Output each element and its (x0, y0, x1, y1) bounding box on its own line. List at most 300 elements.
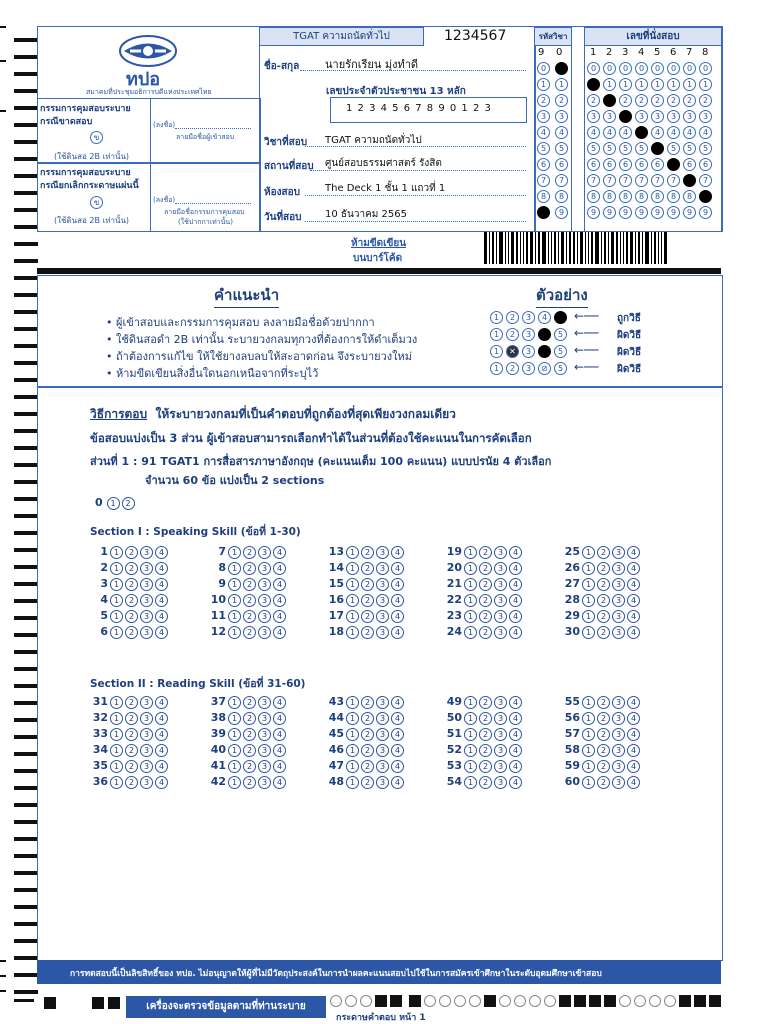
answer-choice-3[interactable]: 3 (612, 594, 625, 607)
answer-choice-2[interactable]: 2 (597, 610, 610, 623)
absent-bubble[interactable]: ข (90, 131, 103, 144)
answer-choice-1[interactable]: 1 (582, 610, 595, 623)
seat-bubble[interactable]: 3 (683, 110, 696, 123)
answer-choice-4[interactable]: 4 (509, 610, 522, 623)
seat-bubble[interactable]: 4 (619, 126, 632, 139)
answer-choice-3[interactable]: 3 (376, 562, 389, 575)
answer-choice-1[interactable]: 1 (228, 712, 241, 725)
seat-bubble[interactable]: 4 (699, 126, 712, 139)
answer-choice-2[interactable]: 2 (243, 562, 256, 575)
answer-choice-2[interactable]: 2 (361, 728, 374, 741)
answer-choice-3[interactable]: 3 (612, 610, 625, 623)
answer-choice-3[interactable]: 3 (494, 594, 507, 607)
seat-bubble[interactable]: 3 (603, 110, 616, 123)
answer-choice-3[interactable]: 3 (494, 760, 507, 773)
answer-choice-3[interactable]: 3 (376, 744, 389, 757)
seat-bubble[interactable]: 3 (651, 110, 664, 123)
answer-choice-4[interactable]: 4 (273, 744, 286, 757)
answer-choice-3[interactable]: 3 (258, 578, 271, 591)
answer-choice-3[interactable]: 3 (376, 696, 389, 709)
answer-choice-2[interactable]: 2 (243, 728, 256, 741)
answer-choice-3[interactable]: 3 (140, 562, 153, 575)
answer-choice-2[interactable]: 2 (479, 610, 492, 623)
subject-code-bubble[interactable]: 1 (537, 78, 550, 91)
answer-choice-2[interactable]: 2 (361, 712, 374, 725)
subject-code-bubble[interactable]: 8 (537, 190, 550, 203)
answer-choice-4[interactable]: 4 (391, 696, 404, 709)
answer-choice-2[interactable]: 2 (597, 546, 610, 559)
answer-choice-3[interactable]: 3 (376, 712, 389, 725)
answer-choice-4[interactable]: 4 (627, 696, 640, 709)
subject-code-bubble[interactable]: 9 (555, 206, 568, 219)
seat-bubble[interactable]: 9 (635, 206, 648, 219)
answer-choice-2[interactable]: 2 (125, 760, 138, 773)
answer-choice-2[interactable]: 2 (243, 594, 256, 607)
answer-choice-3[interactable]: 3 (494, 728, 507, 741)
answer-choice-1[interactable]: 1 (464, 712, 477, 725)
subject-code-bubble[interactable]: 8 (555, 190, 568, 203)
answer-choice-4[interactable]: 4 (627, 760, 640, 773)
answer-choice-4[interactable]: 4 (509, 562, 522, 575)
answer-choice-1[interactable]: 1 (110, 562, 123, 575)
seat-bubble[interactable]: 1 (587, 78, 600, 91)
answer-choice-3[interactable]: 3 (140, 744, 153, 757)
answer-choice-3[interactable]: 3 (140, 760, 153, 773)
answer-choice-1[interactable]: 1 (228, 776, 241, 789)
answer-choice-4[interactable]: 4 (155, 610, 168, 623)
subject-code-bubble[interactable]: 0 (555, 62, 568, 75)
answer-choice-1[interactable]: 1 (464, 728, 477, 741)
answer-choice-1[interactable]: 1 (228, 578, 241, 591)
subject-code-bubble[interactable]: 9 (537, 206, 550, 219)
answer-choice-2[interactable]: 2 (597, 594, 610, 607)
answer-choice-3[interactable]: 3 (612, 776, 625, 789)
answer-choice-4[interactable]: 4 (391, 712, 404, 725)
answer-choice-4[interactable]: 4 (391, 626, 404, 639)
answer-choice-2[interactable]: 2 (479, 626, 492, 639)
seat-bubble[interactable]: 2 (635, 94, 648, 107)
answer-choice-4[interactable]: 4 (155, 696, 168, 709)
answer-choice-2[interactable]: 2 (361, 610, 374, 623)
answer-choice-1[interactable]: 1 (110, 712, 123, 725)
seat-bubble[interactable]: 8 (683, 190, 696, 203)
answer-choice-3[interactable]: 3 (376, 776, 389, 789)
seat-bubble[interactable]: 0 (667, 62, 680, 75)
answer-choice-2[interactable]: 2 (125, 546, 138, 559)
answer-choice-3[interactable]: 3 (376, 760, 389, 773)
answer-choice-2[interactable]: 2 (125, 744, 138, 757)
answer-choice-3[interactable]: 3 (612, 712, 625, 725)
subject-code-bubble[interactable]: 6 (537, 158, 550, 171)
answer-choice-3[interactable]: 3 (494, 744, 507, 757)
answer-choice-2[interactable]: 2 (243, 712, 256, 725)
seat-bubble[interactable]: 1 (603, 78, 616, 91)
seat-bubble[interactable]: 2 (619, 94, 632, 107)
answer-choice-2[interactable]: 2 (125, 696, 138, 709)
answer-choice-1[interactable]: 1 (582, 562, 595, 575)
answer-choice-3[interactable]: 3 (376, 594, 389, 607)
answer-choice-2[interactable]: 2 (597, 562, 610, 575)
answer-choice-4[interactable]: 4 (155, 578, 168, 591)
seat-bubble[interactable]: 6 (619, 158, 632, 171)
answer-choice-2[interactable]: 2 (125, 712, 138, 725)
subject-code-bubble[interactable]: 3 (537, 110, 550, 123)
seat-bubble[interactable]: 3 (635, 110, 648, 123)
answer-choice-4[interactable]: 4 (509, 546, 522, 559)
answer-choice-1[interactable]: 1 (464, 578, 477, 591)
seat-bubble[interactable]: 0 (619, 62, 632, 75)
seat-bubble[interactable]: 4 (635, 126, 648, 139)
answer-choice-4[interactable]: 4 (509, 760, 522, 773)
answer-choice-2[interactable]: 2 (597, 776, 610, 789)
seat-bubble[interactable]: 1 (651, 78, 664, 91)
seat-bubble[interactable]: 5 (635, 142, 648, 155)
answer-choice-2[interactable]: 2 (597, 712, 610, 725)
answer-choice-1[interactable]: 1 (110, 776, 123, 789)
answer-choice-1[interactable]: 1 (228, 546, 241, 559)
answer-choice-3[interactable]: 3 (376, 728, 389, 741)
answer-choice-3[interactable]: 3 (612, 626, 625, 639)
answer-choice-1[interactable]: 1 (464, 546, 477, 559)
answer-choice-4[interactable]: 4 (627, 626, 640, 639)
seat-bubble[interactable]: 5 (651, 142, 664, 155)
seat-bubble[interactable]: 4 (667, 126, 680, 139)
answer-choice-1[interactable]: 1 (346, 728, 359, 741)
seat-bubble[interactable]: 2 (699, 94, 712, 107)
answer-choice-1[interactable]: 1 (228, 728, 241, 741)
answer-choice-3[interactable]: 3 (140, 776, 153, 789)
answer-choice-3[interactable]: 3 (258, 696, 271, 709)
seat-bubble[interactable]: 6 (699, 158, 712, 171)
answer-choice-1[interactable]: 1 (228, 744, 241, 757)
answer-choice-2[interactable]: 2 (243, 696, 256, 709)
answer-choice-1[interactable]: 1 (228, 594, 241, 607)
seat-bubble[interactable]: 9 (619, 206, 632, 219)
answer-choice-1[interactable]: 1 (464, 776, 477, 789)
answer-choice-3[interactable]: 3 (612, 744, 625, 757)
answer-choice-1[interactable]: 1 (110, 696, 123, 709)
answer-choice-3[interactable]: 3 (258, 760, 271, 773)
seat-bubble[interactable]: 0 (587, 62, 600, 75)
seat-bubble[interactable]: 8 (699, 190, 712, 203)
answer-choice-1[interactable]: 1 (110, 610, 123, 623)
answer-choice-1[interactable]: 1 (228, 760, 241, 773)
answer-choice-2[interactable]: 2 (125, 776, 138, 789)
answer-choice-4[interactable]: 4 (627, 578, 640, 591)
answer-choice-3[interactable]: 3 (376, 578, 389, 591)
answer-choice-3[interactable]: 3 (612, 696, 625, 709)
seat-bubble[interactable]: 7 (603, 174, 616, 187)
answer-choice-4[interactable]: 4 (627, 712, 640, 725)
answer-choice-3[interactable]: 3 (140, 626, 153, 639)
seat-bubble[interactable]: 0 (635, 62, 648, 75)
answer-choice-3[interactable]: 3 (258, 728, 271, 741)
seat-bubble[interactable]: 2 (603, 94, 616, 107)
seat-bubble[interactable]: 5 (667, 142, 680, 155)
seat-bubble[interactable]: 7 (651, 174, 664, 187)
answer-choice-1[interactable]: 1 (110, 744, 123, 757)
answer-choice-4[interactable]: 4 (509, 728, 522, 741)
answer-choice-1[interactable]: 1 (228, 626, 241, 639)
answer-choice-2[interactable]: 2 (243, 546, 256, 559)
answer-choice-4[interactable]: 4 (509, 744, 522, 757)
answer-choice-4[interactable]: 4 (509, 578, 522, 591)
answer-choice-1[interactable]: 1 (110, 594, 123, 607)
seat-bubble[interactable]: 9 (683, 206, 696, 219)
answer-choice-1[interactable]: 1 (582, 696, 595, 709)
answer-choice-2[interactable]: 2 (361, 562, 374, 575)
answer-choice-1[interactable]: 1 (582, 760, 595, 773)
subject-code-bubble[interactable]: 4 (537, 126, 550, 139)
answer-choice-4[interactable]: 4 (273, 562, 286, 575)
answer-choice-4[interactable]: 4 (509, 712, 522, 725)
seat-bubble[interactable]: 2 (587, 94, 600, 107)
answer-choice-3[interactable]: 3 (140, 728, 153, 741)
answer-choice-1[interactable]: 1 (582, 578, 595, 591)
answer-choice-3[interactable]: 3 (376, 626, 389, 639)
answer-choice-2[interactable]: 2 (597, 760, 610, 773)
answer-choice-2[interactable]: 2 (125, 578, 138, 591)
answer-choice-1[interactable]: 1 (228, 610, 241, 623)
answer-choice-1[interactable]: 1 (464, 626, 477, 639)
answer-choice-2[interactable]: 2 (361, 696, 374, 709)
answer-choice-2[interactable]: 2 (597, 728, 610, 741)
answer-choice-3[interactable]: 3 (258, 594, 271, 607)
answer-choice-3[interactable]: 3 (258, 546, 271, 559)
answer-choice-4[interactable]: 4 (273, 776, 286, 789)
seat-bubble[interactable]: 4 (683, 126, 696, 139)
answer-choice-3[interactable]: 3 (376, 546, 389, 559)
answer-choice-1[interactable]: 1 (228, 562, 241, 575)
answer-choice-1[interactable]: 1 (346, 712, 359, 725)
seat-bubble[interactable]: 1 (635, 78, 648, 91)
answer-choice-3[interactable]: 3 (612, 760, 625, 773)
seat-bubble[interactable]: 5 (603, 142, 616, 155)
answer-choice-4[interactable]: 4 (273, 712, 286, 725)
answer-choice-3[interactable]: 3 (494, 546, 507, 559)
answer-choice-3[interactable]: 3 (494, 578, 507, 591)
answer-choice-1[interactable]: 1 (110, 760, 123, 773)
seat-bubble[interactable]: 3 (587, 110, 600, 123)
answer-choice-1[interactable]: 1 (110, 728, 123, 741)
answer-choice-2[interactable]: 2 (243, 626, 256, 639)
answer-choice-3[interactable]: 3 (258, 744, 271, 757)
answer-choice-3[interactable]: 3 (140, 712, 153, 725)
answer-choice-2[interactable]: 2 (125, 594, 138, 607)
answer-choice-1[interactable]: 1 (346, 760, 359, 773)
answer-choice-2[interactable]: 2 (361, 594, 374, 607)
answer-choice-4[interactable]: 4 (155, 594, 168, 607)
answer-choice-1[interactable]: 1 (582, 776, 595, 789)
answer-choice-1[interactable]: 1 (582, 728, 595, 741)
answer-choice-2[interactable]: 2 (125, 562, 138, 575)
answer-choice-3[interactable]: 3 (140, 578, 153, 591)
answer-choice-1[interactable]: 1 (464, 760, 477, 773)
seat-bubble[interactable]: 4 (587, 126, 600, 139)
answer-choice-4[interactable]: 4 (273, 546, 286, 559)
answer-choice-4[interactable]: 4 (273, 728, 286, 741)
answer-choice-1[interactable]: 1 (110, 546, 123, 559)
subject-code-bubble[interactable]: 0 (537, 62, 550, 75)
answer-choice-4[interactable]: 4 (391, 578, 404, 591)
seat-bubble[interactable]: 2 (667, 94, 680, 107)
answer-choice-2[interactable]: 2 (243, 776, 256, 789)
subject-code-bubble[interactable]: 5 (555, 142, 568, 155)
answer-choice-1[interactable]: 1 (346, 578, 359, 591)
answer-choice-2[interactable]: 2 (243, 744, 256, 757)
seat-bubble[interactable]: 8 (651, 190, 664, 203)
seat-bubble[interactable]: 8 (587, 190, 600, 203)
answer-choice-2[interactable]: 2 (479, 776, 492, 789)
seat-bubble[interactable]: 6 (683, 158, 696, 171)
answer-choice-2[interactable]: 2 (479, 578, 492, 591)
answer-choice-2[interactable]: 2 (597, 696, 610, 709)
seat-bubble[interactable]: 4 (603, 126, 616, 139)
answer-choice-1[interactable]: 1 (346, 610, 359, 623)
answer-choice-2[interactable]: 2 (597, 626, 610, 639)
answer-choice-1[interactable]: 1 (346, 546, 359, 559)
seat-bubble[interactable]: 9 (603, 206, 616, 219)
answer-choice-1[interactable]: 1 (346, 776, 359, 789)
answer-choice-4[interactable]: 4 (273, 610, 286, 623)
answer-choice-1[interactable]: 1 (464, 744, 477, 757)
answer-choice-1[interactable]: 1 (464, 594, 477, 607)
seat-bubble[interactable]: 8 (667, 190, 680, 203)
answer-choice-2[interactable]: 2 (479, 562, 492, 575)
answer-choice-1[interactable]: 1 (582, 744, 595, 757)
answer-choice-1[interactable]: 1 (582, 594, 595, 607)
cancel-bubble[interactable]: ข (90, 196, 103, 209)
seat-bubble[interactable]: 5 (587, 142, 600, 155)
subject-code-bubble[interactable]: 7 (537, 174, 550, 187)
seat-bubble[interactable]: 2 (683, 94, 696, 107)
answer-choice-3[interactable]: 3 (376, 610, 389, 623)
subject-code-bubble[interactable]: 4 (555, 126, 568, 139)
answer-choice-1[interactable]: 1 (110, 626, 123, 639)
seat-bubble[interactable]: 0 (683, 62, 696, 75)
answer-choice-3[interactable]: 3 (140, 594, 153, 607)
answer-choice-1[interactable]: 1 (582, 712, 595, 725)
answer-choice-2[interactable]: 2 (361, 578, 374, 591)
seat-bubble[interactable]: 4 (651, 126, 664, 139)
answer-choice-4[interactable]: 4 (627, 610, 640, 623)
seat-bubble[interactable]: 3 (699, 110, 712, 123)
seat-bubble[interactable]: 6 (667, 158, 680, 171)
answer-choice-1[interactable]: 1 (346, 626, 359, 639)
seat-bubble[interactable]: 7 (619, 174, 632, 187)
answer-choice-4[interactable]: 4 (391, 728, 404, 741)
answer-choice-4[interactable]: 4 (509, 696, 522, 709)
answer-choice-2[interactable]: 2 (479, 712, 492, 725)
subject-code-bubble[interactable]: 1 (555, 78, 568, 91)
answer-choice-4[interactable]: 4 (273, 578, 286, 591)
seat-bubble[interactable]: 1 (619, 78, 632, 91)
answer-choice-4[interactable]: 4 (155, 744, 168, 757)
answer-choice-3[interactable]: 3 (494, 610, 507, 623)
answer-choice-4[interactable]: 4 (391, 744, 404, 757)
answer-choice-3[interactable]: 3 (258, 626, 271, 639)
answer-choice-4[interactable]: 4 (391, 546, 404, 559)
answer-choice-4[interactable]: 4 (155, 626, 168, 639)
answer-choice-4[interactable]: 4 (627, 744, 640, 757)
answer-choice-3[interactable]: 3 (612, 562, 625, 575)
answer-choice-3[interactable]: 3 (612, 578, 625, 591)
seat-bubble[interactable]: 1 (699, 78, 712, 91)
answer-choice-1[interactable]: 1 (346, 594, 359, 607)
answer-choice-1[interactable]: 1 (582, 626, 595, 639)
answer-choice-4[interactable]: 4 (155, 728, 168, 741)
seat-bubble[interactable]: 6 (635, 158, 648, 171)
answer-choice-2[interactable]: 2 (479, 760, 492, 773)
answer-choice-4[interactable]: 4 (391, 562, 404, 575)
answer-choice-1[interactable]: 1 (346, 696, 359, 709)
answer-choice-2[interactable]: 2 (125, 728, 138, 741)
answer-choice-4[interactable]: 4 (391, 760, 404, 773)
answer-choice-2[interactable]: 2 (243, 760, 256, 773)
answer-choice-3[interactable]: 3 (258, 776, 271, 789)
answer-choice-4[interactable]: 4 (509, 626, 522, 639)
seat-bubble[interactable]: 9 (667, 206, 680, 219)
seat-bubble[interactable]: 3 (619, 110, 632, 123)
answer-choice-1[interactable]: 1 (228, 696, 241, 709)
seat-bubble[interactable]: 8 (619, 190, 632, 203)
subject-code-bubble[interactable]: 5 (537, 142, 550, 155)
answer-choice-4[interactable]: 4 (155, 776, 168, 789)
answer-choice-2[interactable]: 2 (361, 776, 374, 789)
answer-choice-4[interactable]: 4 (627, 594, 640, 607)
answer-choice-2[interactable]: 2 (597, 578, 610, 591)
answer-choice-2[interactable]: 2 (479, 728, 492, 741)
answer-choice-4[interactable]: 4 (627, 562, 640, 575)
answer-choice-2[interactable]: 2 (125, 610, 138, 623)
answer-choice-4[interactable]: 4 (391, 594, 404, 607)
seat-bubble[interactable]: 9 (651, 206, 664, 219)
seat-bubble[interactable]: 6 (587, 158, 600, 171)
seat-bubble[interactable]: 7 (635, 174, 648, 187)
answer-choice-3[interactable]: 3 (140, 610, 153, 623)
seat-bubble[interactable]: 0 (651, 62, 664, 75)
seat-bubble[interactable]: 0 (699, 62, 712, 75)
answer-choice-3[interactable]: 3 (494, 776, 507, 789)
seat-bubble[interactable]: 9 (699, 206, 712, 219)
answer-choice-1[interactable]: 1 (464, 610, 477, 623)
answer-choice-4[interactable]: 4 (509, 776, 522, 789)
answer-choice-4[interactable]: 4 (627, 546, 640, 559)
answer-choice-3[interactable]: 3 (140, 696, 153, 709)
answer-choice-3[interactable]: 3 (612, 546, 625, 559)
answer-choice-1[interactable]: 1 (110, 578, 123, 591)
answer-choice-4[interactable]: 4 (273, 760, 286, 773)
subject-code-bubble[interactable]: 2 (537, 94, 550, 107)
answer-choice-1[interactable]: 1 (464, 562, 477, 575)
answer-choice-4[interactable]: 4 (391, 610, 404, 623)
answer-choice-4[interactable]: 4 (627, 728, 640, 741)
answer-choice-3[interactable]: 3 (258, 610, 271, 623)
answer-choice-3[interactable]: 3 (494, 562, 507, 575)
answer-choice-1[interactable]: 1 (346, 562, 359, 575)
answer-choice-2[interactable]: 2 (361, 744, 374, 757)
seat-bubble[interactable]: 7 (667, 174, 680, 187)
seat-bubble[interactable]: 7 (587, 174, 600, 187)
answer-choice-2[interactable]: 2 (125, 626, 138, 639)
answer-choice-2[interactable]: 2 (361, 626, 374, 639)
answer-choice-4[interactable]: 4 (155, 546, 168, 559)
seat-bubble[interactable]: 7 (699, 174, 712, 187)
answer-choice-4[interactable]: 4 (273, 696, 286, 709)
seat-bubble[interactable]: 6 (603, 158, 616, 171)
seat-bubble[interactable]: 9 (587, 206, 600, 219)
answer-choice-3[interactable]: 3 (494, 626, 507, 639)
